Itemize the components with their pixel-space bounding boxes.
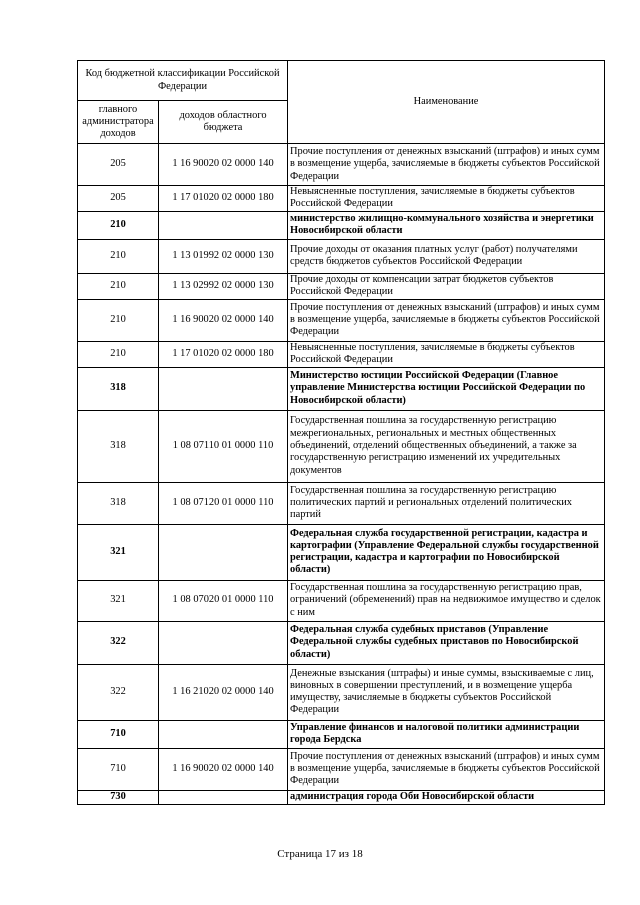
table-row (78, 524, 605, 580)
name-cell: Невыясненные поступления, зачисляемые в бюджеты субъектов Российской Федерации (288, 186, 605, 212)
page-number: Страница 17 из 18 (277, 848, 363, 860)
income-code-cell: 1 08 07120 01 0000 110 (159, 482, 288, 524)
name-cell: Прочие поступления от денежных взысканий (штрафов) и иных сумм в возмещение ущерба, зачисляемые в бюджеты субъектов Российской Федерации (288, 299, 605, 341)
table-row (78, 144, 605, 186)
income-code-cell: 1 08 07020 01 0000 110 (159, 580, 288, 621)
name-cell: Прочие доходы от компенсации затрат бюджетов субъектов Российской Федерации (288, 273, 605, 299)
name-cell: Денежные взыскания (штрафы) и иные суммы, взыскиваемые с лиц, виновных в совершении преступлений, и в возмещение ущерба имуществу, зачисляемые в бюджеты субъектов Российской Федерации (288, 664, 605, 720)
income-code-cell: 1 08 07110 01 0000 110 (159, 410, 288, 482)
admin-code-cell: 710 (78, 720, 159, 748)
income-code-cell: 1 17 01020 02 0000 180 (159, 341, 288, 367)
income-code-cell (159, 790, 288, 804)
name-cell: Федеральная служба судебных приставов (Управление Федеральной службы судебных приставов по Новосибирской области) (288, 621, 605, 664)
table-row (78, 410, 605, 482)
budget-classification-table (77, 60, 605, 805)
table-row (78, 482, 605, 524)
name-cell: министерство жилищно-коммунального хозяйства и энергетики Новосибирской области (288, 211, 605, 239)
table-row (78, 186, 605, 212)
table-row (78, 720, 605, 748)
name-cell: Прочие поступления от денежных взысканий (штрафов) и иных сумм в возмещение ущерба, зачисляемые в бюджеты субъектов Российской Федерации (288, 144, 605, 186)
table-row (78, 299, 605, 341)
name-cell: Прочие поступления от денежных взысканий (штрафов) и иных сумм в возмещение ущерба, зачисляемые в бюджеты субъектов Российской Федерации (288, 748, 605, 790)
table-row (78, 239, 605, 273)
income-code-cell: 1 16 21020 02 0000 140 (159, 664, 288, 720)
name-cell: Управление финансов и налоговой политики администрации города Бердска (288, 720, 605, 748)
table-row (78, 367, 605, 410)
header-name: Наименование (288, 61, 605, 144)
income-code-cell: 1 16 90020 02 0000 140 (159, 144, 288, 186)
admin-code-cell: 730 (78, 790, 159, 804)
admin-code-cell: 322 (78, 621, 159, 664)
name-cell: Федеральная служба государственной регистрации, кадастра и картографии (Управление Федеральной службы государственной регистрации, кадастра и картографии по Новосибирской области) (288, 524, 605, 580)
admin-code-cell: 205 (78, 144, 159, 186)
table-row (78, 621, 605, 664)
admin-code-cell: 210 (78, 341, 159, 367)
income-code-cell (159, 621, 288, 664)
admin-code-cell: 205 (78, 186, 159, 212)
table-body (78, 144, 605, 805)
admin-code-cell: 210 (78, 239, 159, 273)
income-code-cell (159, 720, 288, 748)
table-row (78, 664, 605, 720)
table-row (78, 580, 605, 621)
admin-code-cell: 210 (78, 299, 159, 341)
admin-code-cell: 210 (78, 211, 159, 239)
admin-code-cell: 318 (78, 410, 159, 482)
income-code-cell: 1 16 90020 02 0000 140 (159, 299, 288, 341)
admin-code-cell: 322 (78, 664, 159, 720)
table-row (78, 211, 605, 239)
income-code-cell: 1 16 90020 02 0000 140 (159, 748, 288, 790)
name-cell: Государственная пошлина за государственную регистрацию политических партий и региональных отделений политических партий (288, 482, 605, 524)
name-cell: Прочие доходы от оказания платных услуг (работ) получателями средств бюджетов субъектов Российской Федерации (288, 239, 605, 273)
admin-code-cell: 318 (78, 367, 159, 410)
income-code-cell: 1 17 01020 02 0000 180 (159, 186, 288, 212)
name-cell: Министерство юстиции Российской Федерации (Главное управление Министерства юстиции Российской Федерации по Новосибирской области) (288, 367, 605, 410)
income-code-cell: 1 13 02992 02 0000 130 (159, 273, 288, 299)
header-group-label: Код бюджетной классификации Российской Федерации (78, 61, 288, 101)
name-cell: Невыясненные поступления, зачисляемые в бюджеты субъектов Российской Федерации (288, 341, 605, 367)
income-code-cell (159, 367, 288, 410)
admin-code-cell: 318 (78, 482, 159, 524)
table-row (78, 748, 605, 790)
name-cell: Государственная пошлина за государственную регистрацию прав, ограничений (обременений) прав на недвижимое имущество и сделок с ним (288, 580, 605, 621)
name-cell: Государственная пошлина за государственную регистрацию межрегиональных, региональных и местных общественных объединений, отделений общественных объединений, а также за государственную регистрацию изменений их учредительных документов (288, 410, 605, 482)
income-code-cell (159, 524, 288, 580)
admin-code-cell: 710 (78, 748, 159, 790)
table-row (78, 273, 605, 299)
header-admin: главного администратора доходов (78, 101, 159, 144)
table-row (78, 790, 605, 804)
admin-code-cell: 210 (78, 273, 159, 299)
name-cell: администрация города Оби Новосибирской области (288, 790, 605, 804)
header-income: доходов областного бюджета (159, 101, 288, 144)
table-row (78, 341, 605, 367)
table-header-row (78, 61, 605, 101)
income-code-cell: 1 13 01992 02 0000 130 (159, 239, 288, 273)
admin-code-cell: 321 (78, 524, 159, 580)
admin-code-cell: 321 (78, 580, 159, 621)
income-code-cell (159, 211, 288, 239)
